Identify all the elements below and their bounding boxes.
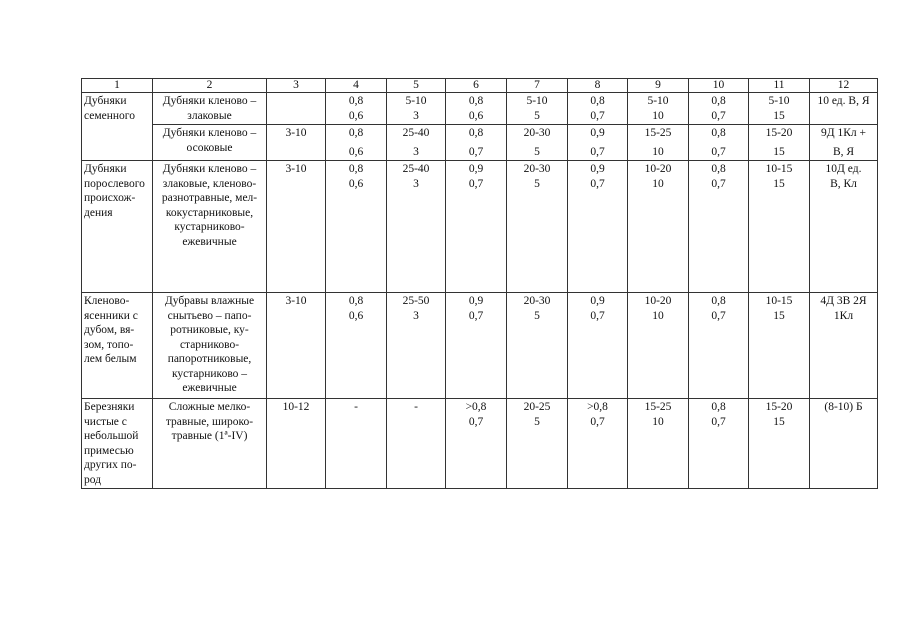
value-cell bbox=[267, 93, 326, 125]
cell-line: род bbox=[84, 473, 102, 486]
value-cell bbox=[326, 161, 387, 293]
value-cell bbox=[568, 93, 628, 125]
cell-line: - bbox=[354, 401, 358, 413]
value-cell bbox=[749, 293, 810, 399]
cell-line: лем белым bbox=[84, 353, 137, 365]
cell-line: 5 bbox=[534, 415, 540, 428]
cell-line: 1Кл bbox=[833, 309, 854, 322]
value-cell bbox=[387, 399, 446, 489]
cell-line: >0,8 bbox=[587, 401, 608, 413]
cell-line: 0,7 bbox=[711, 177, 726, 190]
cell-line: 5 bbox=[534, 109, 540, 122]
cell-line: 0,7 bbox=[711, 145, 726, 158]
cell-line: - bbox=[414, 401, 418, 413]
cell-line: 0,9 bbox=[590, 295, 605, 307]
value-cell bbox=[267, 399, 326, 489]
cell-line: В, Я bbox=[832, 145, 855, 158]
cell-line: 0,8 bbox=[348, 95, 364, 107]
cell-line: 0,7 bbox=[590, 309, 605, 322]
cell-line: 0,7 bbox=[468, 177, 484, 190]
cell-line: 0,6 bbox=[468, 109, 484, 122]
value-cell bbox=[446, 125, 507, 161]
cell-line: 0,8 bbox=[711, 95, 726, 107]
cell-line: 20-30 bbox=[523, 295, 551, 307]
cell-line: 15 bbox=[773, 309, 785, 322]
cell-line: 25-40 bbox=[402, 163, 430, 175]
table-row bbox=[82, 161, 878, 293]
cell-line: осоковые bbox=[186, 141, 233, 154]
cell-line: 0,8 bbox=[711, 163, 726, 175]
cell-line: Дубняки кленово – bbox=[162, 95, 257, 107]
column-header: 11 bbox=[749, 79, 810, 93]
cell-line: 0,8 bbox=[348, 127, 364, 139]
cell-line: Дубняки bbox=[84, 95, 127, 107]
column-header: 2 bbox=[153, 79, 267, 93]
forest-type-cell bbox=[153, 93, 267, 125]
stand-group-cell bbox=[82, 161, 153, 293]
cell-line: Дубняки bbox=[84, 163, 127, 175]
cell-line: Березняки bbox=[84, 401, 135, 413]
cell-line: 0,7 bbox=[590, 415, 605, 428]
value-cell bbox=[749, 161, 810, 293]
cell-line: 0,8 bbox=[711, 127, 726, 139]
cell-line: 15 bbox=[773, 177, 785, 190]
cell-line: ежевичные bbox=[182, 382, 237, 394]
value-cell bbox=[267, 125, 326, 161]
cell-line: 0,8 bbox=[711, 295, 726, 307]
cell-line: Сложные мелко- bbox=[168, 401, 251, 413]
value-cell bbox=[810, 293, 878, 399]
cell-line: 0,9 bbox=[590, 127, 605, 139]
cell-line: 15-25 bbox=[644, 127, 672, 139]
cell-line: 25-40 bbox=[402, 127, 430, 139]
cell-line: порослевого bbox=[84, 177, 145, 190]
value-cell bbox=[749, 125, 810, 161]
value-cell bbox=[326, 399, 387, 489]
cell-line: 3-10 bbox=[285, 127, 307, 139]
cell-line: ротниковые, ку- bbox=[170, 324, 249, 336]
cell-line: 0,7 bbox=[711, 415, 726, 428]
forest-type-cell bbox=[153, 293, 267, 399]
cell-line: 4Д 3В 2Я bbox=[820, 295, 867, 307]
cell-line: 9Д 1Кл + bbox=[821, 127, 866, 139]
cell-line: 15 bbox=[773, 415, 785, 428]
value-cell bbox=[267, 293, 326, 399]
cell-line: 0,6 bbox=[348, 145, 364, 158]
table-row bbox=[82, 399, 878, 489]
cell-line: 3-10 bbox=[285, 163, 307, 175]
value-cell bbox=[568, 125, 628, 161]
value-cell bbox=[507, 125, 568, 161]
cell-line: 5-10 bbox=[647, 95, 669, 107]
cell-line: разнотравные, мел- bbox=[161, 192, 258, 204]
cell-line: 25-50 bbox=[402, 295, 430, 307]
value-cell bbox=[689, 125, 749, 161]
cell-line: 0,7 bbox=[468, 415, 484, 428]
value-cell bbox=[810, 161, 878, 293]
value-cell bbox=[568, 399, 628, 489]
cell-line: 3 bbox=[413, 109, 419, 122]
value-cell bbox=[387, 293, 446, 399]
cell-line: 0,8 bbox=[711, 401, 726, 413]
cell-line: небольшой bbox=[84, 430, 139, 442]
stand-group-cell bbox=[82, 399, 153, 489]
cell-line: 5-10 bbox=[526, 95, 548, 107]
value-cell bbox=[446, 293, 507, 399]
cell-line: 10 bbox=[652, 145, 664, 158]
value-cell bbox=[507, 399, 568, 489]
value-cell bbox=[267, 161, 326, 293]
cell-line: старниково- bbox=[179, 338, 240, 351]
forest-type-cell bbox=[153, 125, 267, 161]
value-cell bbox=[689, 399, 749, 489]
cell-line: 5-10 bbox=[405, 95, 427, 107]
value-cell bbox=[628, 125, 689, 161]
cell-line: 0,6 bbox=[348, 309, 364, 322]
cell-line: Дубняки кленово – bbox=[162, 163, 257, 175]
cell-line: 0,9 bbox=[590, 163, 605, 175]
column-header: 10 bbox=[689, 79, 749, 93]
forest-type-cell bbox=[153, 161, 267, 293]
table-row bbox=[82, 125, 878, 161]
value-cell bbox=[507, 93, 568, 125]
cell-line: ежевичные bbox=[182, 235, 237, 248]
value-cell bbox=[326, 293, 387, 399]
cell-line: 10 ед. В, Я bbox=[817, 95, 870, 107]
cell-line: дения bbox=[84, 206, 113, 219]
column-header: 3 bbox=[267, 79, 326, 93]
cell-line: 0,9 bbox=[468, 295, 484, 307]
cell-line: ясенники с bbox=[84, 309, 138, 322]
cell-line: 20-25 bbox=[523, 401, 551, 413]
column-header: 6 bbox=[446, 79, 507, 93]
cell-line: злаковые, кленово- bbox=[162, 177, 257, 190]
cell-line: Дубняки кленово – bbox=[162, 127, 257, 139]
cell-line: кустарниково – bbox=[171, 367, 248, 380]
value-cell bbox=[810, 399, 878, 489]
cell-line: 20-30 bbox=[523, 127, 551, 139]
cell-line: 0,8 bbox=[468, 127, 484, 139]
cell-line: 15 bbox=[773, 145, 785, 158]
cell-line: 5 bbox=[534, 145, 540, 158]
table-body bbox=[82, 79, 878, 489]
value-cell bbox=[507, 293, 568, 399]
value-cell bbox=[689, 293, 749, 399]
cell-line: 0,8 bbox=[348, 163, 364, 175]
value-cell bbox=[628, 399, 689, 489]
cell-line: 0,8 bbox=[468, 95, 484, 107]
cell-line: 0,8 bbox=[348, 295, 364, 307]
stand-group-cell bbox=[82, 93, 153, 161]
value-cell bbox=[689, 93, 749, 125]
value-cell bbox=[326, 93, 387, 125]
cell-line: 10-20 bbox=[644, 163, 672, 175]
header-row bbox=[82, 79, 878, 93]
cell-line: 20-30 bbox=[523, 163, 551, 175]
cell-line: 0,7 bbox=[468, 309, 484, 322]
value-cell bbox=[628, 161, 689, 293]
cell-line: 10-15 bbox=[765, 295, 793, 307]
cell-line: 0,7 bbox=[590, 109, 605, 122]
value-cell bbox=[326, 125, 387, 161]
cell-line: 5-10 bbox=[768, 95, 790, 107]
value-cell bbox=[507, 161, 568, 293]
column-header: 9 bbox=[628, 79, 689, 93]
cell-line: (8-10) Б bbox=[824, 401, 863, 413]
cell-line: чистые с bbox=[84, 415, 127, 428]
value-cell bbox=[689, 161, 749, 293]
cell-line: 0,9 bbox=[468, 163, 484, 175]
cell-line: 15 bbox=[773, 109, 785, 122]
table-row bbox=[82, 293, 878, 399]
value-cell bbox=[568, 293, 628, 399]
cell-line: травные (1ª-IV) bbox=[171, 430, 248, 442]
table-row bbox=[82, 93, 878, 125]
cell-line: 3 bbox=[413, 309, 419, 322]
cell-line: злаковые bbox=[187, 109, 232, 122]
cell-line: 10 bbox=[652, 309, 664, 322]
cell-line: В, Кл bbox=[830, 177, 857, 190]
forest-stand-table bbox=[81, 78, 878, 489]
cell-line: 10 bbox=[652, 415, 664, 428]
column-header: 8 bbox=[568, 79, 628, 93]
cell-line: кустарниково- bbox=[174, 221, 245, 233]
value-cell bbox=[749, 399, 810, 489]
value-cell bbox=[810, 125, 878, 161]
cell-line: 5 bbox=[534, 177, 540, 190]
cell-line: 3 bbox=[413, 177, 419, 190]
cell-line: 0,8 bbox=[590, 95, 605, 107]
cell-line: кокустарниковые, bbox=[165, 206, 254, 219]
cell-line: 0,7 bbox=[711, 309, 726, 322]
cell-line: 10-20 bbox=[644, 295, 672, 307]
cell-line: 0,6 bbox=[348, 177, 364, 190]
value-cell bbox=[810, 93, 878, 125]
value-cell bbox=[446, 161, 507, 293]
cell-line: >0,8 bbox=[465, 401, 487, 413]
cell-line: 5 bbox=[534, 309, 540, 322]
cell-line: зом, топо- bbox=[84, 338, 134, 351]
cell-line: 10-12 bbox=[282, 401, 310, 413]
value-cell bbox=[387, 93, 446, 125]
column-header: 1 bbox=[82, 79, 153, 93]
cell-line: 10 bbox=[652, 109, 664, 122]
value-cell bbox=[628, 93, 689, 125]
cell-line: папоротниковые, bbox=[167, 353, 252, 365]
cell-line: примесью bbox=[84, 444, 134, 457]
value-cell bbox=[628, 293, 689, 399]
cell-line: 15-20 bbox=[765, 401, 793, 413]
cell-line: Кленово- bbox=[84, 295, 130, 307]
cell-line: 15-20 bbox=[765, 127, 793, 139]
column-header: 4 bbox=[326, 79, 387, 93]
forest-type-cell bbox=[153, 399, 267, 489]
cell-line: 0,7 bbox=[590, 145, 605, 158]
column-header: 12 bbox=[810, 79, 878, 93]
cell-line: 0,6 bbox=[348, 109, 364, 122]
cell-line: 0,7 bbox=[468, 145, 484, 158]
cell-line: снытьево – папо- bbox=[167, 309, 252, 322]
value-cell bbox=[387, 161, 446, 293]
cell-line: 0,7 bbox=[590, 177, 605, 190]
value-cell bbox=[387, 125, 446, 161]
value-cell bbox=[568, 161, 628, 293]
cell-line: 10 bbox=[652, 177, 664, 190]
cell-line: 3 bbox=[413, 145, 419, 158]
cell-line: семенного bbox=[84, 109, 135, 122]
cell-line: 15-25 bbox=[644, 401, 672, 413]
cell-line: Дубравы влажные bbox=[164, 295, 255, 307]
cell-line: травные, широко- bbox=[165, 415, 254, 428]
cell-line: происхож- bbox=[84, 192, 136, 204]
stand-group-cell bbox=[82, 293, 153, 399]
cell-line: 10-15 bbox=[765, 163, 793, 175]
cell-line: дубом, вя- bbox=[84, 324, 135, 336]
cell-line: других по- bbox=[84, 459, 137, 471]
cell-line: 3-10 bbox=[285, 295, 307, 307]
value-cell bbox=[446, 399, 507, 489]
column-header: 5 bbox=[387, 79, 446, 93]
value-cell bbox=[446, 93, 507, 125]
cell-line: 0,7 bbox=[711, 109, 726, 122]
column-header: 7 bbox=[507, 79, 568, 93]
value-cell bbox=[749, 93, 810, 125]
cell-line: 10Д ед. bbox=[825, 163, 862, 175]
